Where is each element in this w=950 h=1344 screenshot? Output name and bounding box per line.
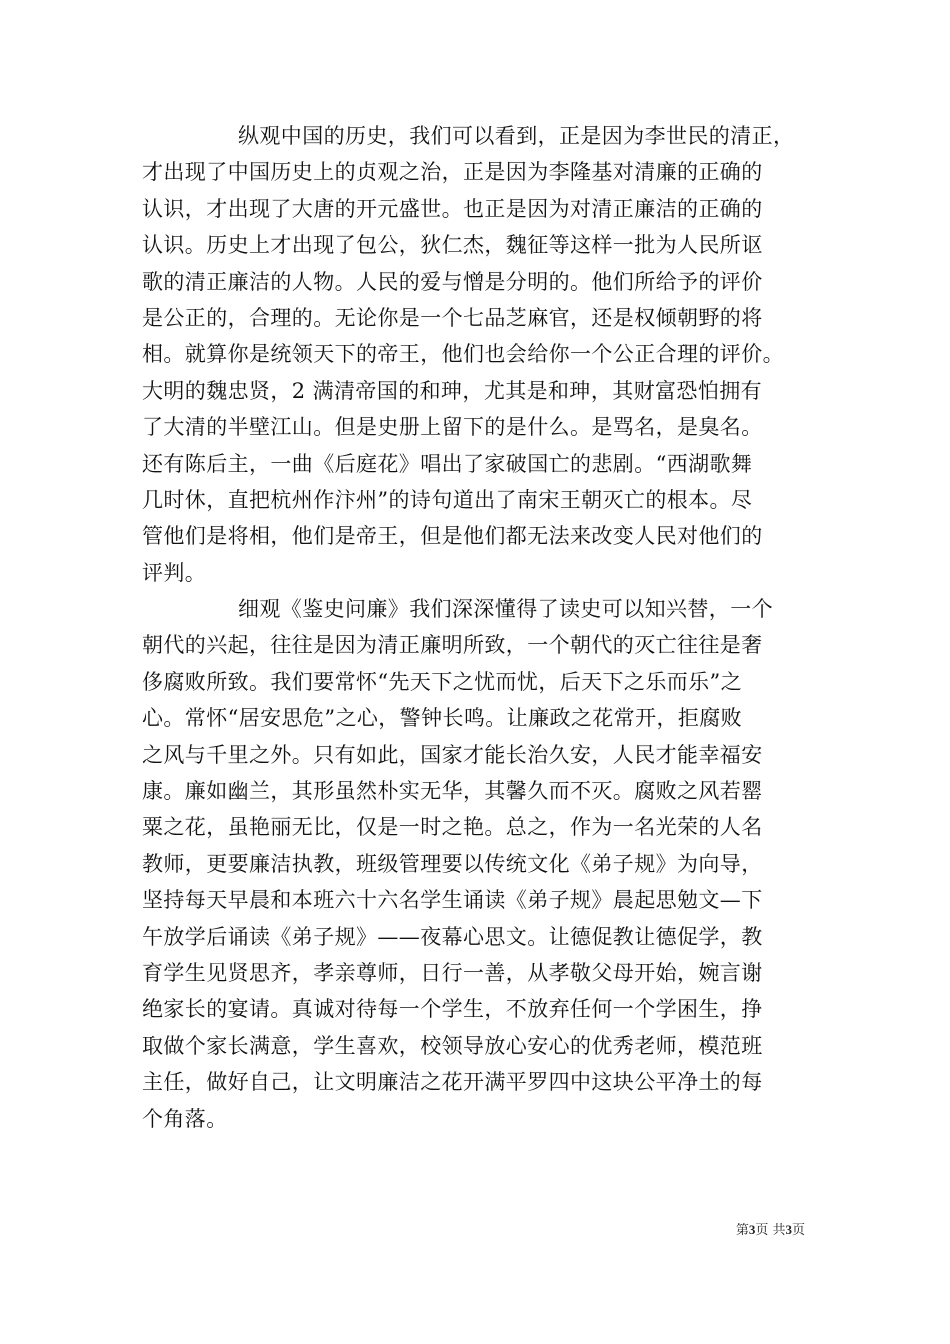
paragraph-line: 认识。历史上才出现了包公，狄仁杰，魏征等这样一批为人民所讴 bbox=[142, 233, 763, 258]
paragraph-line: 主任，做好自己，让文明廉洁之花开满平罗四中这块公平净土的每 bbox=[142, 1070, 763, 1095]
paragraph-line: 育学生见贤思齐，孝亲尊师，日行一善，从孝敬父母开始，婉言谢 bbox=[142, 960, 763, 985]
paragraph-line: 坚持每天早晨和本班六十六名学生诵读《弟子规》晨起思勉文—下 bbox=[142, 888, 763, 913]
paragraph-line: 还有陈后主，一曲《后庭花》唱出了家破国亡的悲剧。“西湖歌舞 bbox=[142, 451, 753, 476]
paragraph-line: 是公正的，合理的。无论你是一个七品芝麻官，还是权倾朝野的将 bbox=[142, 305, 763, 330]
paragraph-line: 才出现了中国历史上的贞观之治，正是因为李隆基对清廉的正确的 bbox=[142, 160, 763, 185]
paragraph-line: 认识，才出现了大唐的开元盛世。也正是因为对清正廉洁的正确的 bbox=[142, 196, 763, 221]
paragraph-line: 几时休，直把杭州作汴州”的诗句道出了南宋王朝灭亡的根本。尽 bbox=[142, 487, 753, 512]
paragraph-line: 歌的清正廉洁的人物。人民的爱与憎是分明的。他们所给予的评价 bbox=[142, 269, 763, 294]
paragraph-line: 评判。 bbox=[142, 560, 207, 585]
paragraph-line: 个角落。 bbox=[142, 1106, 228, 1131]
paragraph-1 bbox=[142, 118, 812, 591]
paragraph-line: 侈腐败所致。我们要常怀“先天下之忧而忧，后天下之乐而乐”之 bbox=[142, 669, 743, 694]
paragraph-line: 细观《鉴史问廉》我们深深懂得了读史可以知兴替，一个 bbox=[238, 597, 773, 622]
paragraph-line: 教师，更要廉洁执教，班级管理要以传统文化《弟子规》为向导， bbox=[142, 851, 763, 876]
footer-current-page: 3 bbox=[748, 1222, 756, 1237]
document-body bbox=[142, 118, 812, 1137]
paragraph-line: 之风与千里之外。只有如此，国家才能长治久安，人民才能幸福安 bbox=[142, 742, 763, 767]
paragraph-line: 大明的魏忠贤，2 满清帝国的和珅，尤其是和珅，其财富恐怕拥有 bbox=[142, 378, 763, 403]
footer-prefix: 第 bbox=[735, 1223, 749, 1238]
paragraph-line: 取做个家长满意，学生喜欢，校领导放心安心的优秀老师，模范班 bbox=[142, 1033, 763, 1058]
footer-middle: 页 共 bbox=[755, 1223, 786, 1238]
paragraph-line: 管他们是将相，他们是帝王，但是他们都无法来改变人民对他们的 bbox=[142, 524, 763, 549]
page-footer bbox=[736, 1222, 805, 1239]
paragraph-line: 朝代的兴起，往往是因为清正廉明所致，一个朝代的灭亡往往是奢 bbox=[142, 633, 763, 658]
paragraph-line: 了大清的半壁江山。但是史册上留下的是什么。是骂名，是臭名。 bbox=[142, 415, 763, 440]
paragraph-2 bbox=[142, 591, 812, 1137]
paragraph-line: 纵观中国的历史，我们可以看到，正是因为李世民的清正， bbox=[238, 124, 795, 148]
paragraph-line: 午放学后诵读《弟子规》——夜幕心思文。让德促教让德促学，教 bbox=[142, 924, 763, 949]
footer-total-pages: 3 bbox=[785, 1222, 792, 1237]
paragraph-line: 粟之花，虽艳丽无比，仅是一时之艳。总之，作为一名光荣的人名 bbox=[142, 815, 763, 840]
paragraph-line: 康。廉如幽兰，其形虽然朴实无华，其馨久而不灭。腐败之风若罂 bbox=[142, 779, 763, 804]
paragraph-line: 心。常怀“居安思危”之心，警钟长鸣。让廉政之花常开，拒腐败 bbox=[142, 706, 743, 731]
paragraph-line: 相。就算你是统领天下的帝王，他们也会给你一个公正合理的评价。 bbox=[142, 342, 784, 367]
paragraph-line: 绝家长的宴请。真诚对待每一个学生，不放弃任何一个学困生，挣 bbox=[142, 997, 763, 1022]
footer-suffix: 页 bbox=[791, 1223, 805, 1238]
